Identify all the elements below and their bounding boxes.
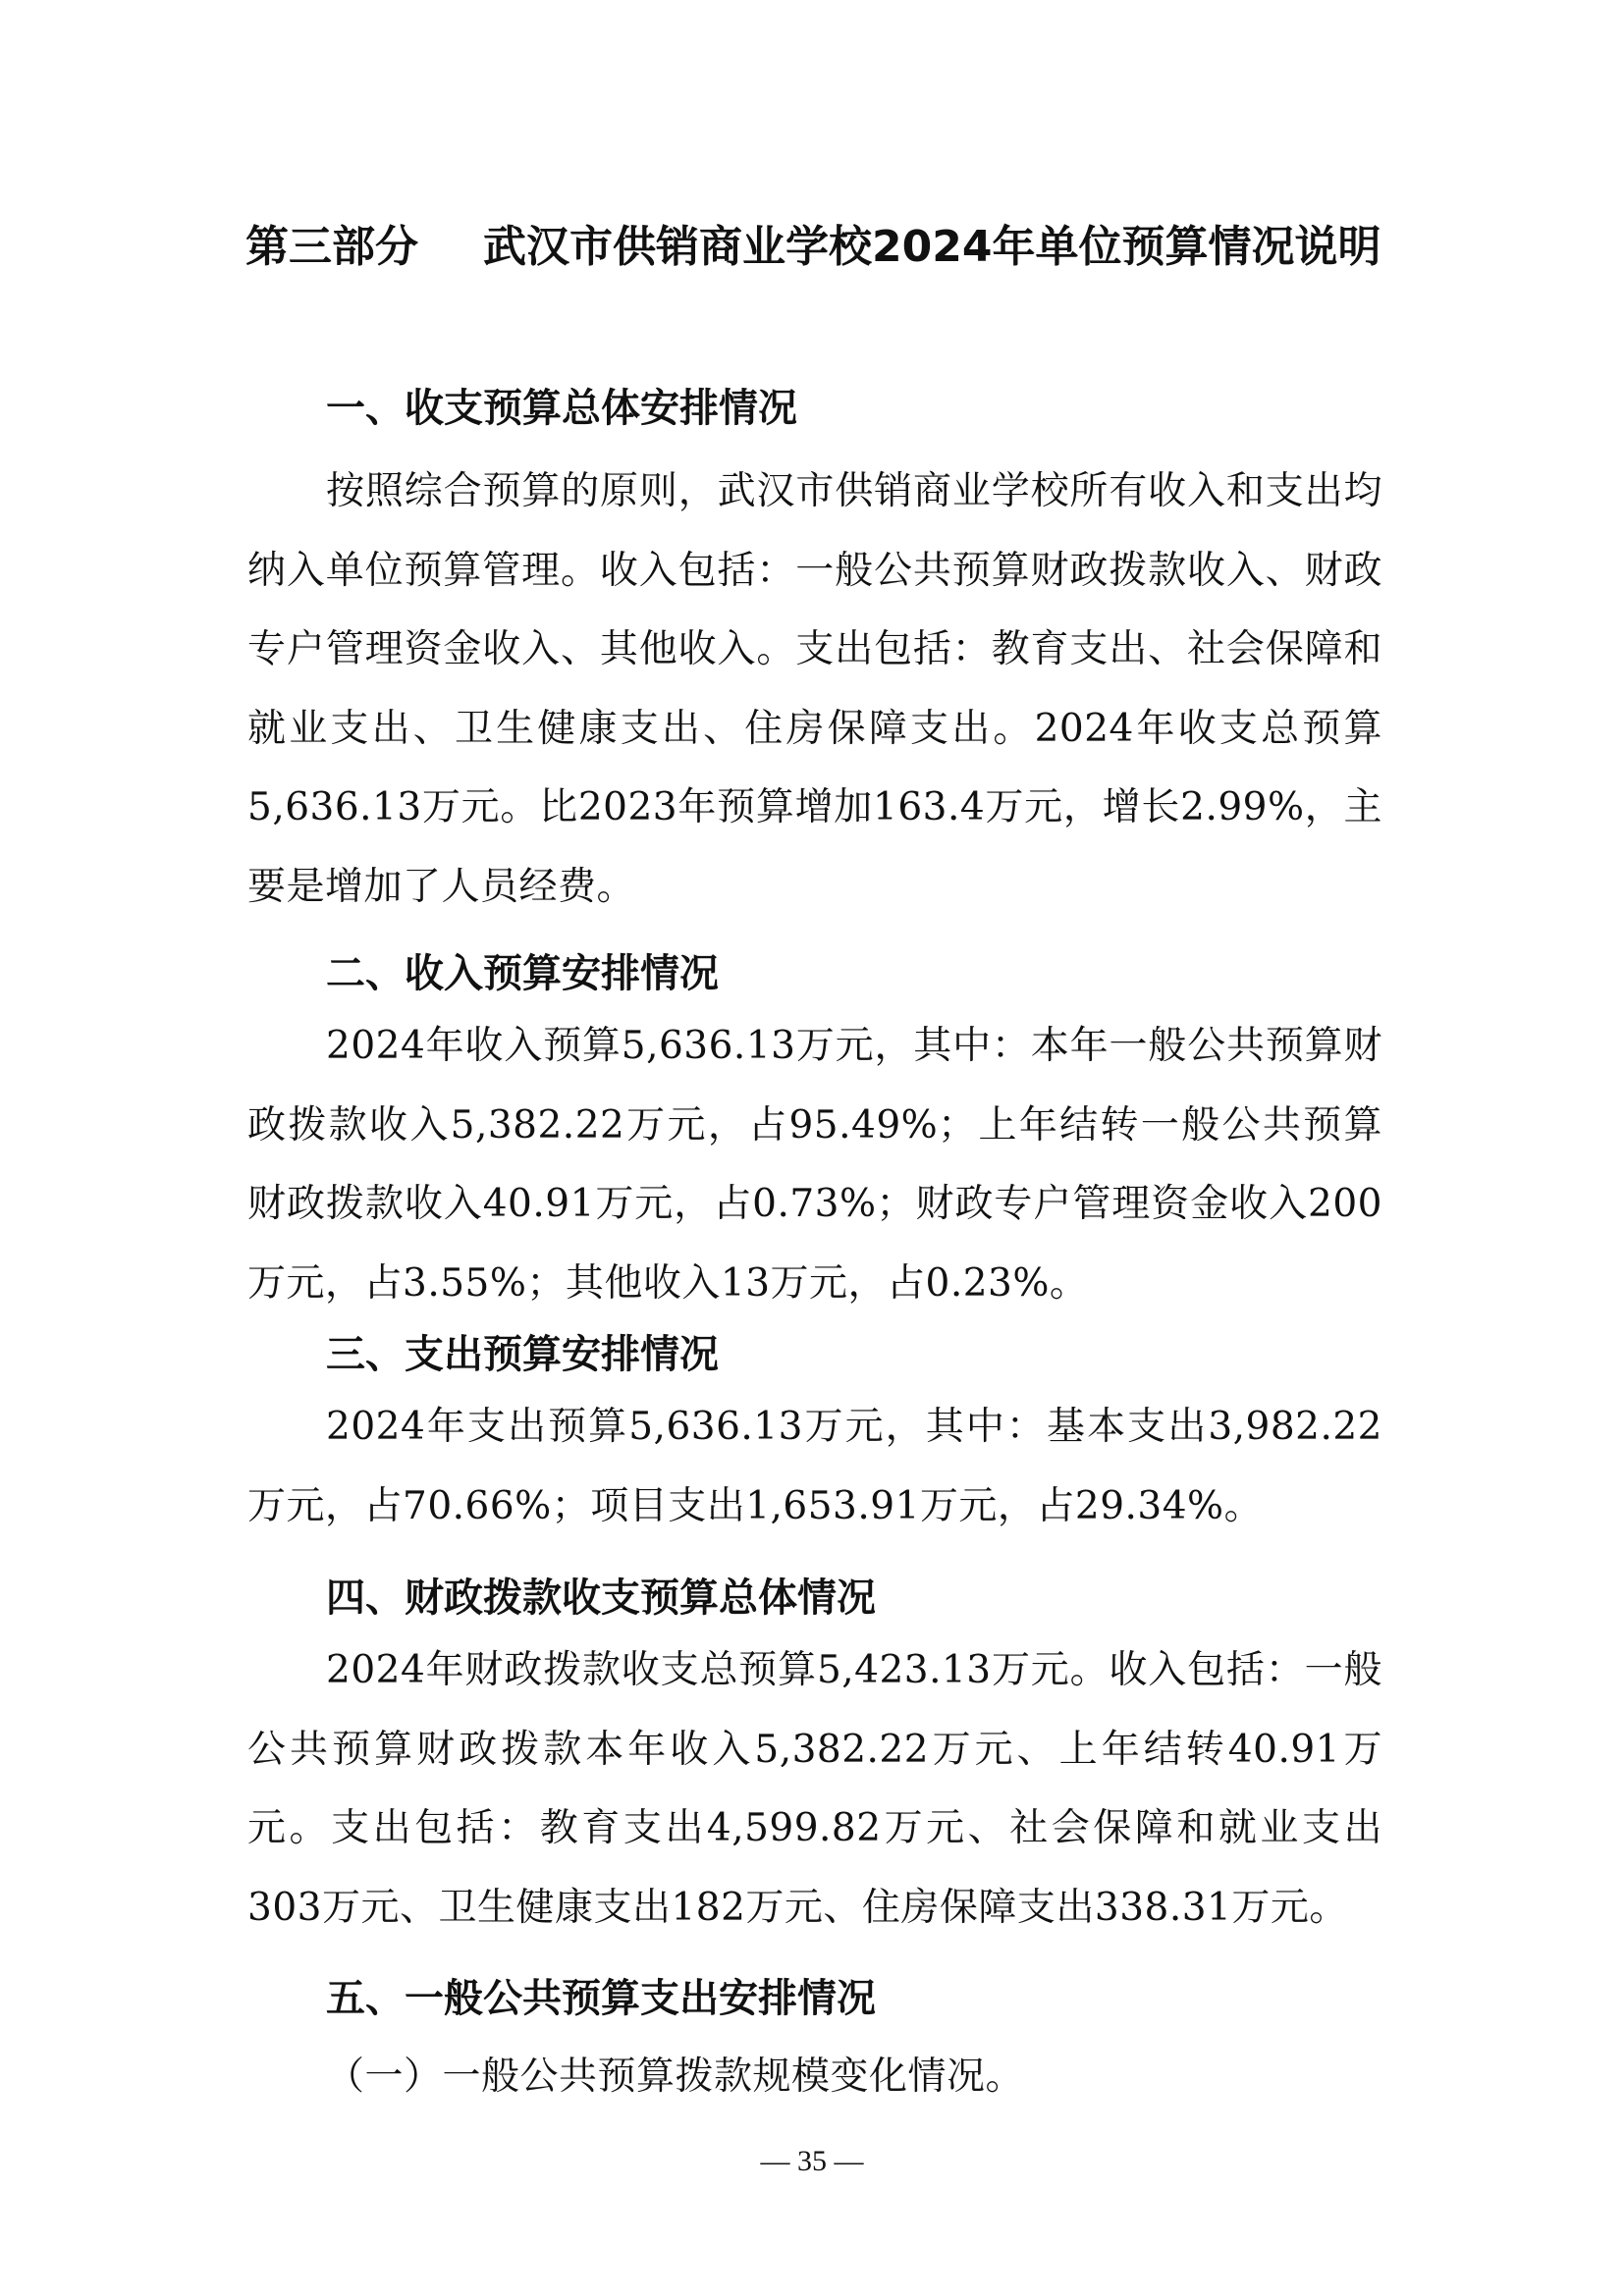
section-heading-1: 一、收支预算总体安排情况 xyxy=(326,386,797,431)
subsection-line: （一）一般公共预算拨款规模变化情况。 xyxy=(326,2055,1025,2099)
section-heading-4: 四、财政拨款收支预算总体情况 xyxy=(326,1575,876,1621)
section-heading-3: 三、支出预算安排情况 xyxy=(326,1332,719,1377)
section-body-2: 2024年收入预算5,636.13万元，其中：本年一般公共预算财政拨款收入5,382.22万元，占95.49%；上年结转一般公共预算财政拨款收入40.91万元，占0.73%；财政专户管理资金收入200万元，占3.55%；其他收入13万元，占0.23%。 xyxy=(247,1024,1382,1306)
section-body-1: 按照综合预算的原则，武汉市供销商业学校所有收入和支出均纳入单位预算管理。收入包括：一般公共预算财政拨款收入、财政专户管理资金收入、其他收入。支出包括：教育支出、社会保障和就业支出、卫生健康支出、住房保障支出。2024年收支总预算5,636.13万元。比2023年预算增加163.4万元，增长2.99%，主要是增加了人员经费。 xyxy=(247,469,1382,909)
page-number: — 35 — xyxy=(760,2145,864,2177)
section-body-3: 2024年支出预算5,636.13万元，其中：基本支出3,982.22万元，占70.66%；项目支出1,653.91万元，占29.34%。 xyxy=(247,1405,1382,1528)
section-heading-2: 二、收入预算安排情况 xyxy=(326,951,719,996)
document-title xyxy=(245,214,1394,281)
section-body-4: 2024年财政拨款收支总预算5,423.13万元。收入包括：一般公共预算财政拨款本年收入5,382.22万元、上年结转40.91万元。支出包括：教育支出4,599.82万元、社会保障和就业支出303万元、卫生健康支出182万元、住房保障支出338.31万元。 xyxy=(247,1648,1382,1930)
section-heading-5: 五、一般公共预算支出安排情况 xyxy=(326,1976,876,2021)
title-main-text: 武汉市供销商业学校2024年单位预算情况说明 xyxy=(483,222,1381,272)
title-part-label: 第三部分 xyxy=(245,222,418,272)
